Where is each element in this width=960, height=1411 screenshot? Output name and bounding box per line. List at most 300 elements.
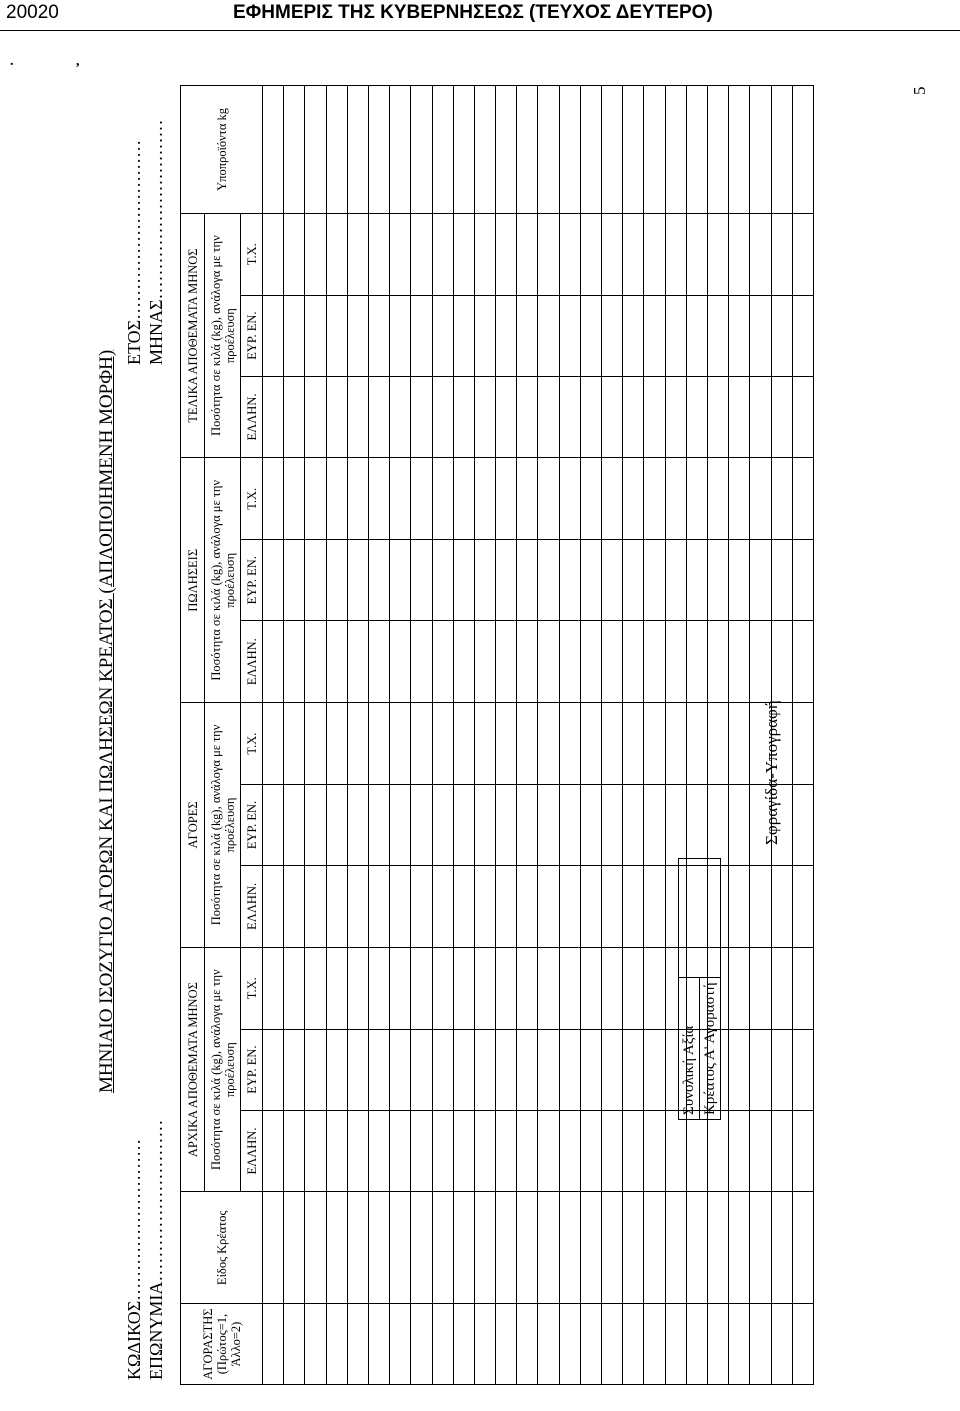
table-cell[interactable] xyxy=(326,376,347,458)
table-cell[interactable] xyxy=(559,213,580,295)
table-cell[interactable] xyxy=(496,703,517,785)
table-cell[interactable] xyxy=(432,458,453,540)
table-cell[interactable] xyxy=(368,621,389,703)
table-cell[interactable] xyxy=(538,1110,559,1192)
table-cell[interactable] xyxy=(686,1110,707,1192)
table-cell[interactable] xyxy=(368,86,389,214)
table-cell[interactable] xyxy=(368,1029,389,1110)
table-cell[interactable] xyxy=(538,947,559,1029)
table-cell[interactable] xyxy=(496,295,517,376)
table-cell[interactable] xyxy=(305,1192,326,1304)
table-cell[interactable] xyxy=(368,213,389,295)
table-cell[interactable] xyxy=(792,295,813,376)
table-cell[interactable] xyxy=(750,1192,771,1304)
table-cell[interactable] xyxy=(474,621,495,703)
table-cell[interactable] xyxy=(474,1029,495,1110)
table-cell[interactable] xyxy=(686,213,707,295)
table-cell[interactable] xyxy=(707,458,728,540)
table-cell[interactable] xyxy=(305,458,326,540)
table-cell[interactable] xyxy=(707,785,728,866)
table-cell[interactable] xyxy=(750,376,771,458)
table-cell[interactable] xyxy=(347,785,368,866)
table-cell[interactable] xyxy=(602,1192,623,1304)
table-cell[interactable] xyxy=(368,1304,389,1385)
table-cell[interactable] xyxy=(602,1304,623,1385)
table-cell[interactable] xyxy=(411,1192,432,1304)
table-cell[interactable] xyxy=(559,703,580,785)
table-cell[interactable] xyxy=(729,947,750,1029)
table-cell[interactable] xyxy=(559,1110,580,1192)
table-cell[interactable] xyxy=(729,86,750,214)
table-cell[interactable] xyxy=(538,295,559,376)
table-cell[interactable] xyxy=(707,1110,728,1192)
table-cell[interactable] xyxy=(665,621,686,703)
table-cell[interactable] xyxy=(496,785,517,866)
table-cell[interactable] xyxy=(432,1029,453,1110)
table-cell[interactable] xyxy=(644,865,665,947)
table-cell[interactable] xyxy=(453,1192,474,1304)
table-cell[interactable] xyxy=(580,1110,601,1192)
table-cell[interactable] xyxy=(284,1304,305,1385)
table-cell[interactable] xyxy=(729,1192,750,1304)
table-cell[interactable] xyxy=(517,540,538,621)
table-cell[interactable] xyxy=(390,785,411,866)
table-cell[interactable] xyxy=(432,621,453,703)
table-cell[interactable] xyxy=(517,703,538,785)
table-cell[interactable] xyxy=(453,785,474,866)
table-cell[interactable] xyxy=(305,376,326,458)
table-cell[interactable] xyxy=(644,1029,665,1110)
table-cell[interactable] xyxy=(602,540,623,621)
table-cell[interactable] xyxy=(517,1192,538,1304)
table-cell[interactable] xyxy=(750,865,771,947)
table-cell[interactable] xyxy=(623,785,644,866)
table-cell[interactable] xyxy=(496,1029,517,1110)
table-cell[interactable] xyxy=(665,458,686,540)
table-cell[interactable] xyxy=(750,540,771,621)
table-cell[interactable] xyxy=(390,540,411,621)
table-cell[interactable] xyxy=(347,1192,368,1304)
table-cell[interactable] xyxy=(623,1304,644,1385)
table-cell[interactable] xyxy=(347,540,368,621)
table-cell[interactable] xyxy=(496,947,517,1029)
table-cell[interactable] xyxy=(411,947,432,1029)
table-cell[interactable] xyxy=(453,213,474,295)
table-cell[interactable] xyxy=(707,86,728,214)
table-cell[interactable] xyxy=(602,1110,623,1192)
table-cell[interactable] xyxy=(517,947,538,1029)
table-cell[interactable] xyxy=(665,540,686,621)
table-cell[interactable] xyxy=(602,785,623,866)
table-cell[interactable] xyxy=(432,947,453,1029)
table-cell[interactable] xyxy=(538,86,559,214)
table-cell[interactable] xyxy=(432,703,453,785)
table-cell[interactable] xyxy=(326,1304,347,1385)
table-cell[interactable] xyxy=(326,947,347,1029)
table-cell[interactable] xyxy=(665,703,686,785)
table-cell[interactable] xyxy=(411,540,432,621)
table-cell[interactable] xyxy=(559,947,580,1029)
table-cell[interactable] xyxy=(644,621,665,703)
table-cell[interactable] xyxy=(707,213,728,295)
table-cell[interactable] xyxy=(644,86,665,214)
table-cell[interactable] xyxy=(347,458,368,540)
table-cell[interactable] xyxy=(623,1110,644,1192)
table-cell[interactable] xyxy=(453,1304,474,1385)
table-cell[interactable] xyxy=(729,540,750,621)
table-cell[interactable] xyxy=(368,865,389,947)
table-cell[interactable] xyxy=(347,703,368,785)
table-cell[interactable] xyxy=(474,376,495,458)
table-cell[interactable] xyxy=(263,785,284,866)
table-cell[interactable] xyxy=(453,540,474,621)
table-cell[interactable] xyxy=(326,1110,347,1192)
table-cell[interactable] xyxy=(263,540,284,621)
table-cell[interactable] xyxy=(729,458,750,540)
table-cell[interactable] xyxy=(623,621,644,703)
table-cell[interactable] xyxy=(792,1304,813,1385)
table-cell[interactable] xyxy=(559,865,580,947)
table-cell[interactable] xyxy=(771,213,792,295)
table-cell[interactable] xyxy=(390,86,411,214)
table-cell[interactable] xyxy=(707,376,728,458)
table-cell[interactable] xyxy=(284,621,305,703)
table-cell[interactable] xyxy=(326,213,347,295)
table-cell[interactable] xyxy=(517,1110,538,1192)
table-cell[interactable] xyxy=(284,1192,305,1304)
table-cell[interactable] xyxy=(390,295,411,376)
table-cell[interactable] xyxy=(517,458,538,540)
table-cell[interactable] xyxy=(305,703,326,785)
table-cell[interactable] xyxy=(580,295,601,376)
table-cell[interactable] xyxy=(602,213,623,295)
table-cell[interactable] xyxy=(644,540,665,621)
table-cell[interactable] xyxy=(347,86,368,214)
table-cell[interactable] xyxy=(644,1110,665,1192)
table-cell[interactable] xyxy=(326,86,347,214)
table-cell[interactable] xyxy=(496,1304,517,1385)
table-cell[interactable] xyxy=(496,86,517,214)
table-cell[interactable] xyxy=(411,295,432,376)
table-cell[interactable] xyxy=(305,947,326,1029)
table-cell[interactable] xyxy=(390,213,411,295)
table-cell[interactable] xyxy=(411,621,432,703)
table-cell[interactable] xyxy=(686,1304,707,1385)
table-cell[interactable] xyxy=(263,1110,284,1192)
table-cell[interactable] xyxy=(792,621,813,703)
table-cell[interactable] xyxy=(284,947,305,1029)
table-cell[interactable] xyxy=(623,865,644,947)
table-cell[interactable] xyxy=(792,785,813,866)
table-cell[interactable] xyxy=(326,1029,347,1110)
table-cell[interactable] xyxy=(326,295,347,376)
table-cell[interactable] xyxy=(517,785,538,866)
table-cell[interactable] xyxy=(559,86,580,214)
table-cell[interactable] xyxy=(707,1192,728,1304)
table-cell[interactable] xyxy=(665,785,686,866)
table-cell[interactable] xyxy=(390,1110,411,1192)
table-cell[interactable] xyxy=(559,376,580,458)
table-cell[interactable] xyxy=(602,621,623,703)
table-cell[interactable] xyxy=(580,785,601,866)
table-cell[interactable] xyxy=(644,703,665,785)
table-cell[interactable] xyxy=(517,1029,538,1110)
table-cell[interactable] xyxy=(347,376,368,458)
table-cell[interactable] xyxy=(686,295,707,376)
table-cell[interactable] xyxy=(517,621,538,703)
table-cell[interactable] xyxy=(368,458,389,540)
table-cell[interactable] xyxy=(284,376,305,458)
table-cell[interactable] xyxy=(411,703,432,785)
table-cell[interactable] xyxy=(368,703,389,785)
table-cell[interactable] xyxy=(368,1192,389,1304)
table-cell[interactable] xyxy=(644,213,665,295)
table-cell[interactable] xyxy=(284,1029,305,1110)
table-cell[interactable] xyxy=(284,785,305,866)
table-cell[interactable] xyxy=(474,865,495,947)
table-cell[interactable] xyxy=(390,1192,411,1304)
table-cell[interactable] xyxy=(305,621,326,703)
table-cell[interactable] xyxy=(263,376,284,458)
table-cell[interactable] xyxy=(623,213,644,295)
table-cell[interactable] xyxy=(602,865,623,947)
table-cell[interactable] xyxy=(432,865,453,947)
table-cell[interactable] xyxy=(453,1110,474,1192)
table-cell[interactable] xyxy=(750,947,771,1029)
table-cell[interactable] xyxy=(432,213,453,295)
table-cell[interactable] xyxy=(559,458,580,540)
table-cell[interactable] xyxy=(263,213,284,295)
table-cell[interactable] xyxy=(602,295,623,376)
table-cell[interactable] xyxy=(347,621,368,703)
table-cell[interactable] xyxy=(644,1304,665,1385)
table-cell[interactable] xyxy=(729,1029,750,1110)
table-cell[interactable] xyxy=(623,458,644,540)
table-cell[interactable] xyxy=(771,86,792,214)
table-cell[interactable] xyxy=(305,86,326,214)
table-cell[interactable] xyxy=(411,785,432,866)
table-cell[interactable] xyxy=(517,1304,538,1385)
table-cell[interactable] xyxy=(750,213,771,295)
table-cell[interactable] xyxy=(474,785,495,866)
table-cell[interactable] xyxy=(284,458,305,540)
table-cell[interactable] xyxy=(729,785,750,866)
table-cell[interactable] xyxy=(305,540,326,621)
table-cell[interactable] xyxy=(602,703,623,785)
table-cell[interactable] xyxy=(707,621,728,703)
table-cell[interactable] xyxy=(750,1304,771,1385)
table-cell[interactable] xyxy=(729,295,750,376)
table-cell[interactable] xyxy=(559,1029,580,1110)
table-cell[interactable] xyxy=(750,458,771,540)
table-cell[interactable] xyxy=(771,376,792,458)
table-cell[interactable] xyxy=(707,540,728,621)
table-cell[interactable] xyxy=(347,1304,368,1385)
table-cell[interactable] xyxy=(602,376,623,458)
table-cell[interactable] xyxy=(474,540,495,621)
table-cell[interactable] xyxy=(538,785,559,866)
table-cell[interactable] xyxy=(644,295,665,376)
table-cell[interactable] xyxy=(453,458,474,540)
table-cell[interactable] xyxy=(263,1304,284,1385)
table-cell[interactable] xyxy=(771,621,792,703)
table-cell[interactable] xyxy=(284,703,305,785)
table-cell[interactable] xyxy=(580,1304,601,1385)
table-cell[interactable] xyxy=(263,703,284,785)
table-cell[interactable] xyxy=(771,1110,792,1192)
table-cell[interactable] xyxy=(284,86,305,214)
table-cell[interactable] xyxy=(559,785,580,866)
table-cell[interactable] xyxy=(284,540,305,621)
table-cell[interactable] xyxy=(411,865,432,947)
table-cell[interactable] xyxy=(665,1192,686,1304)
table-cell[interactable] xyxy=(750,1029,771,1110)
table-cell[interactable] xyxy=(263,947,284,1029)
table-cell[interactable] xyxy=(686,703,707,785)
table-cell[interactable] xyxy=(390,458,411,540)
table-cell[interactable] xyxy=(453,295,474,376)
table-cell[interactable] xyxy=(474,703,495,785)
table-cell[interactable] xyxy=(453,621,474,703)
table-cell[interactable] xyxy=(580,1192,601,1304)
table-cell[interactable] xyxy=(559,1304,580,1385)
table-cell[interactable] xyxy=(665,295,686,376)
table-cell[interactable] xyxy=(750,86,771,214)
table-cell[interactable] xyxy=(623,703,644,785)
table-cell[interactable] xyxy=(665,1110,686,1192)
table-cell[interactable] xyxy=(644,1192,665,1304)
table-cell[interactable] xyxy=(580,865,601,947)
table-cell[interactable] xyxy=(729,213,750,295)
table-cell[interactable] xyxy=(771,540,792,621)
table-cell[interactable] xyxy=(517,376,538,458)
table-cell[interactable] xyxy=(792,703,813,785)
table-cell[interactable] xyxy=(263,621,284,703)
table-cell[interactable] xyxy=(665,1304,686,1385)
table-cell[interactable] xyxy=(496,540,517,621)
table-cell[interactable] xyxy=(326,785,347,866)
table-cell[interactable] xyxy=(432,785,453,866)
table-cell[interactable] xyxy=(623,295,644,376)
table-cell[interactable] xyxy=(474,213,495,295)
table-cell[interactable] xyxy=(707,703,728,785)
table-cell[interactable] xyxy=(453,947,474,1029)
table-cell[interactable] xyxy=(326,1192,347,1304)
table-cell[interactable] xyxy=(538,540,559,621)
table-cell[interactable] xyxy=(347,1029,368,1110)
table-cell[interactable] xyxy=(729,703,750,785)
table-cell[interactable] xyxy=(665,376,686,458)
table-cell[interactable] xyxy=(368,1110,389,1192)
table-cell[interactable] xyxy=(771,947,792,1029)
table-cell[interactable] xyxy=(347,213,368,295)
table-cell[interactable] xyxy=(432,1110,453,1192)
table-cell[interactable] xyxy=(517,213,538,295)
table-cell[interactable] xyxy=(432,540,453,621)
table-cell[interactable] xyxy=(284,295,305,376)
table-cell[interactable] xyxy=(580,947,601,1029)
table-cell[interactable] xyxy=(432,1192,453,1304)
table-cell[interactable] xyxy=(792,1110,813,1192)
table-cell[interactable] xyxy=(792,540,813,621)
table-cell[interactable] xyxy=(644,785,665,866)
table-cell[interactable] xyxy=(580,458,601,540)
table-cell[interactable] xyxy=(517,295,538,376)
table-cell[interactable] xyxy=(326,540,347,621)
table-cell[interactable] xyxy=(453,1029,474,1110)
table-cell[interactable] xyxy=(580,213,601,295)
table-cell[interactable] xyxy=(368,295,389,376)
table-cell[interactable] xyxy=(453,86,474,214)
table-cell[interactable] xyxy=(792,1192,813,1304)
table-cell[interactable] xyxy=(496,213,517,295)
table-cell[interactable] xyxy=(474,86,495,214)
table-cell[interactable] xyxy=(538,213,559,295)
table-cell[interactable] xyxy=(453,376,474,458)
table-cell[interactable] xyxy=(305,1029,326,1110)
table-cell[interactable] xyxy=(411,1110,432,1192)
table-cell[interactable] xyxy=(326,703,347,785)
table-cell[interactable] xyxy=(602,86,623,214)
table-cell[interactable] xyxy=(729,1304,750,1385)
table-cell[interactable] xyxy=(729,865,750,947)
table-cell[interactable] xyxy=(496,458,517,540)
table-cell[interactable] xyxy=(538,1304,559,1385)
table-cell[interactable] xyxy=(623,540,644,621)
table-cell[interactable] xyxy=(390,703,411,785)
table-cell[interactable] xyxy=(792,865,813,947)
table-cell[interactable] xyxy=(326,621,347,703)
table-cell[interactable] xyxy=(665,86,686,214)
table-cell[interactable] xyxy=(390,947,411,1029)
table-cell[interactable] xyxy=(432,1304,453,1385)
table-cell[interactable] xyxy=(686,621,707,703)
table-cell[interactable] xyxy=(750,1110,771,1192)
table-cell[interactable] xyxy=(326,865,347,947)
table-cell[interactable] xyxy=(474,1192,495,1304)
table-cell[interactable] xyxy=(602,947,623,1029)
table-cell[interactable] xyxy=(474,1110,495,1192)
table-cell[interactable] xyxy=(347,295,368,376)
table-cell[interactable] xyxy=(602,458,623,540)
table-cell[interactable] xyxy=(411,213,432,295)
table-cell[interactable] xyxy=(347,865,368,947)
table-cell[interactable] xyxy=(644,376,665,458)
table-cell[interactable] xyxy=(580,703,601,785)
table-cell[interactable] xyxy=(644,458,665,540)
table-cell[interactable] xyxy=(263,295,284,376)
table-cell[interactable] xyxy=(623,86,644,214)
table-cell[interactable] xyxy=(284,1110,305,1192)
table-cell[interactable] xyxy=(686,458,707,540)
table-cell[interactable] xyxy=(729,1110,750,1192)
table-cell[interactable] xyxy=(411,86,432,214)
table-cell[interactable] xyxy=(792,947,813,1029)
table-cell[interactable] xyxy=(284,213,305,295)
table-cell[interactable] xyxy=(623,1029,644,1110)
table-cell[interactable] xyxy=(707,295,728,376)
table-cell[interactable] xyxy=(559,540,580,621)
table-cell[interactable] xyxy=(496,621,517,703)
table-cell[interactable] xyxy=(792,86,813,214)
table-cell[interactable] xyxy=(792,213,813,295)
table-cell[interactable] xyxy=(390,865,411,947)
table-cell[interactable] xyxy=(411,1029,432,1110)
table-cell[interactable] xyxy=(411,376,432,458)
table-cell[interactable] xyxy=(517,86,538,214)
table-cell[interactable] xyxy=(538,1192,559,1304)
table-cell[interactable] xyxy=(453,865,474,947)
